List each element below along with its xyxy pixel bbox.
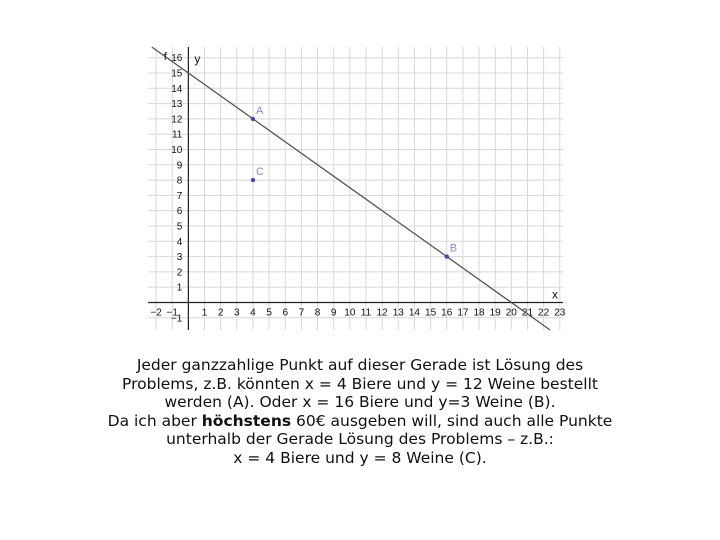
caption-line-5: unterhalb der Gerade Lösung des Problems – z.B.: — [166, 430, 554, 449]
y-tick-label: 11 — [171, 129, 183, 141]
function-label-f: f — [163, 51, 167, 63]
x-tick-label: 9 — [330, 307, 337, 319]
point-label-b: B — [449, 242, 458, 255]
y-tick-label: 16 — [171, 53, 183, 65]
x-tick-label: 6 — [282, 307, 289, 319]
y-axis-label: y — [194, 52, 201, 66]
x-tick-label: 12 — [376, 307, 388, 319]
point-label-a: A — [255, 104, 264, 117]
x-tick-label: −2 — [150, 307, 162, 319]
y-tick-label: 3 — [176, 252, 183, 264]
y-tick-label: 5 — [176, 221, 183, 233]
x-axis-label: x — [552, 287, 558, 302]
x-tick-label: 17 — [457, 307, 469, 319]
caption-line-3: werden (A). Oder x = 16 Biere und y=3 Weine (B). — [164, 393, 556, 412]
y-tick-label: 9 — [176, 160, 183, 172]
y-tick-label: 4 — [176, 236, 183, 248]
x-tick-label: −1 — [166, 307, 178, 319]
grid-lines — [148, 47, 563, 330]
y-tick-label: 10 — [171, 144, 183, 156]
y-tick-label: 6 — [176, 206, 183, 218]
x-tick-label: 2 — [217, 307, 224, 319]
points — [251, 105, 457, 259]
y-tick-label: 12 — [171, 114, 183, 126]
point-a — [251, 117, 255, 121]
x-tick-label: 10 — [344, 307, 356, 319]
x-tick-label: 21 — [521, 307, 534, 319]
y-tick-label: 7 — [176, 190, 183, 202]
x-tick-label: 14 — [408, 307, 421, 319]
caption — [40, 356, 680, 468]
x-tick-label: 18 — [473, 307, 485, 319]
tick-labels — [150, 53, 565, 324]
x-tick-label: 22 — [538, 307, 550, 319]
point-b — [445, 254, 449, 258]
x-tick-label: 7 — [298, 307, 305, 319]
caption-line-6: x = 4 Biere und y = 8 Weine (C). — [233, 448, 487, 467]
caption-line-4 — [40, 412, 680, 431]
x-tick-label: 11 — [360, 307, 372, 319]
caption-emphasis: höchstens — [201, 411, 292, 430]
y-tick-label: 2 — [176, 267, 183, 279]
x-tick-label: 15 — [425, 307, 437, 319]
x-tick-label: 8 — [314, 307, 321, 319]
y-tick-label: 1 — [176, 282, 183, 294]
point-c — [251, 178, 255, 182]
caption-line-1: Jeder ganzzahlige Punkt auf dieser Gerade ist Lösung des — [136, 356, 584, 374]
x-tick-label: 3 — [234, 307, 240, 319]
x-tick-label: 13 — [392, 307, 404, 319]
point-label-c: C — [255, 166, 264, 179]
x-tick-label: 5 — [266, 307, 272, 319]
x-tick-label: 19 — [489, 307, 501, 319]
x-tick-label: 4 — [250, 307, 256, 319]
x-tick-label: 16 — [441, 307, 453, 319]
y-tick-label: 13 — [171, 99, 183, 111]
caption-line-4-end: 60€ ausgeben will, sind auch alle Punkte — [291, 411, 613, 430]
y-tick-label: 14 — [171, 83, 183, 95]
caption-line-4-start: Da ich aber — [107, 411, 202, 430]
y-tick-label: 15 — [171, 68, 183, 80]
x-tick-label: 20 — [505, 307, 517, 319]
caption-line-2: Problems, z.B. könnten x = 4 Biere und y = 12 Weine bestellt — [122, 374, 598, 393]
x-tick-label: 23 — [554, 307, 566, 319]
x-tick-label: 1 — [201, 307, 208, 319]
y-tick-label: −1 — [170, 313, 183, 325]
y-tick-label: 8 — [176, 175, 183, 187]
